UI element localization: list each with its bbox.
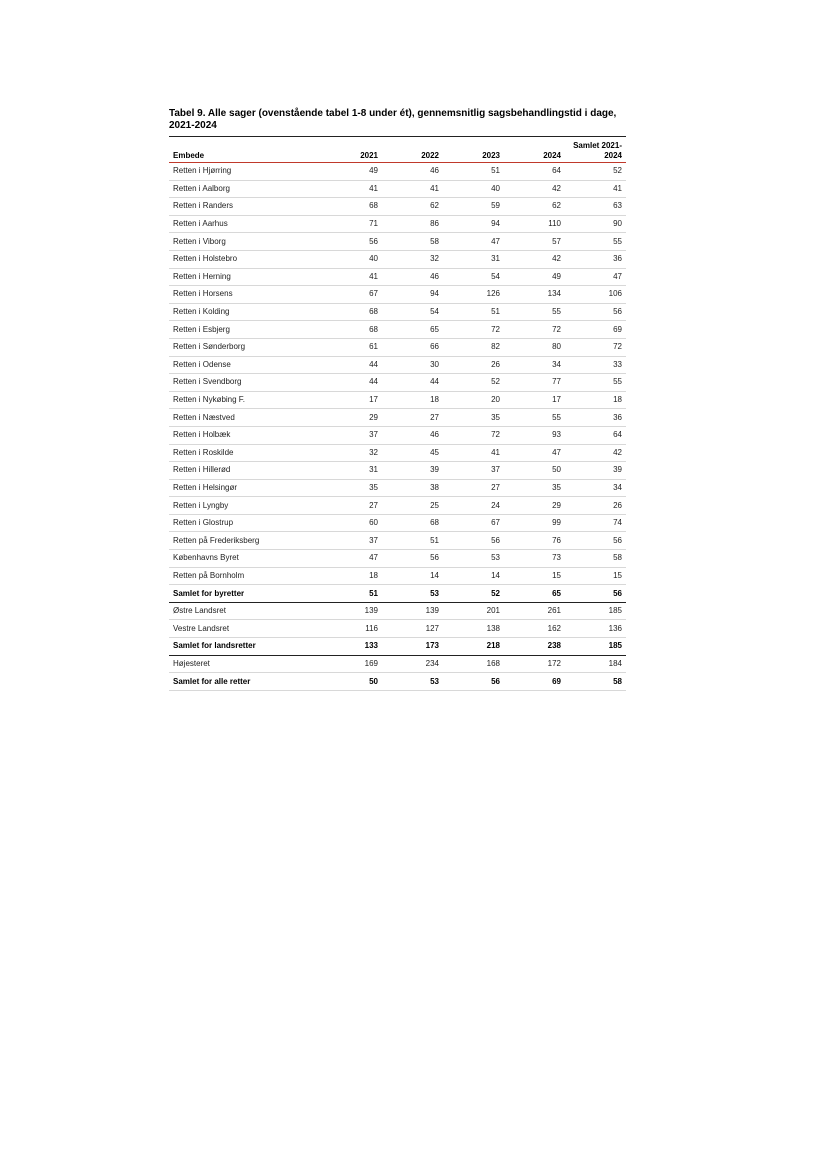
cell-value: 35 (552, 482, 561, 492)
cell-value: 127 (425, 623, 439, 633)
table-row (169, 655, 626, 673)
row-label: Retten i Nykøbing F. (173, 395, 246, 405)
table-row (169, 215, 626, 233)
cell-value: 76 (552, 535, 561, 545)
row-label: Retten på Frederiksberg (173, 535, 260, 545)
cell-value: 25 (430, 500, 439, 510)
cell-value: 56 (491, 676, 500, 686)
cell-value: 37 (369, 430, 378, 440)
cell-value: 60 (369, 518, 378, 528)
cell-value: 61 (369, 342, 378, 352)
cell-value: 126 (486, 289, 500, 299)
cell-value: 29 (369, 412, 378, 422)
cell-value: 35 (369, 482, 378, 492)
cell-value: 59 (491, 201, 500, 211)
table-row (169, 426, 626, 444)
data-table (169, 136, 626, 691)
cell-value: 80 (552, 342, 561, 352)
cell-value: 69 (552, 676, 561, 686)
cell-value: 218 (486, 641, 500, 651)
cell-value: 56 (491, 535, 500, 545)
cell-value: 50 (369, 676, 378, 686)
cell-value: 44 (369, 359, 378, 369)
cell-value: 73 (552, 553, 561, 563)
cell-value: 134 (547, 289, 561, 299)
row-label: Retten på Bornholm (173, 570, 245, 580)
cell-value: 68 (369, 324, 378, 334)
row-label: Retten i Helsingør (173, 482, 238, 492)
table-row (169, 233, 626, 251)
cell-value: 110 (548, 219, 561, 229)
table-row (169, 532, 626, 550)
cell-value: 261 (547, 606, 561, 616)
cell-value: 54 (430, 307, 439, 317)
table-row (169, 268, 626, 286)
cell-value: 36 (613, 254, 622, 264)
cell-value: 17 (369, 395, 378, 405)
row-label: Retten i Kolding (173, 307, 230, 317)
cell-value: 52 (491, 588, 500, 598)
cell-value: 58 (613, 676, 622, 686)
cell-value: 32 (369, 447, 378, 457)
cell-value: 55 (613, 236, 622, 246)
cell-value: 18 (613, 395, 622, 405)
row-label: Retten i Esbjerg (173, 324, 230, 334)
cell-value: 55 (613, 377, 622, 387)
row-label: Retten i Odense (173, 359, 231, 369)
row-label: Retten i Horsens (173, 289, 233, 299)
header-embede: Embede (173, 151, 205, 160)
header-2022: 2022 (421, 151, 439, 160)
cell-value: 41 (369, 271, 378, 281)
cell-value: 26 (613, 500, 622, 510)
cell-value: 234 (425, 658, 439, 668)
row-label: Retten i Holbæk (173, 430, 231, 440)
cell-value: 106 (608, 289, 622, 299)
cell-value: 41 (613, 183, 622, 193)
cell-value: 201 (486, 606, 500, 616)
cell-value: 27 (369, 500, 378, 510)
row-label: Retten i Sønderborg (173, 342, 246, 352)
cell-value: 99 (552, 518, 561, 528)
cell-value: 56 (613, 588, 622, 598)
cell-value: 34 (613, 482, 622, 492)
cell-value: 38 (430, 482, 439, 492)
row-label: Retten i Hillerød (173, 465, 231, 475)
cell-value: 184 (608, 658, 622, 668)
table-row (169, 180, 626, 198)
cell-value: 41 (430, 183, 439, 193)
table-row (169, 444, 626, 462)
cell-value: 133 (364, 641, 378, 651)
cell-value: 53 (430, 588, 439, 598)
row-label: Retten i Glostrup (173, 518, 234, 528)
table-row (169, 374, 626, 392)
cell-value: 74 (613, 518, 622, 528)
cell-value: 20 (491, 395, 500, 405)
cell-value: 58 (613, 553, 622, 563)
cell-value: 68 (369, 307, 378, 317)
table-body (169, 163, 626, 691)
cell-value: 90 (613, 219, 622, 229)
header-2021: 2021 (360, 151, 378, 160)
table-row (169, 514, 626, 532)
cell-value: 33 (613, 359, 622, 369)
cell-value: 44 (369, 377, 378, 387)
cell-value: 35 (491, 412, 500, 422)
table-row (169, 198, 626, 216)
cell-value: 51 (491, 307, 500, 317)
cell-value: 94 (430, 289, 439, 299)
table-row (169, 163, 626, 181)
table-row (169, 338, 626, 356)
header-2023: 2023 (482, 151, 500, 160)
cell-value: 138 (486, 623, 500, 633)
cell-value: 51 (491, 166, 500, 176)
table-row (169, 479, 626, 497)
cell-value: 238 (547, 641, 561, 651)
cell-value: 71 (369, 219, 378, 229)
cell-value: 68 (369, 201, 378, 211)
cell-value: 65 (552, 588, 561, 598)
cell-value: 40 (369, 254, 378, 264)
cell-value: 42 (613, 447, 622, 457)
cell-value: 56 (613, 307, 622, 317)
table-row (169, 286, 626, 304)
cell-value: 55 (552, 412, 561, 422)
cell-value: 14 (491, 570, 500, 580)
cell-value: 66 (430, 342, 439, 352)
cell-value: 32 (430, 254, 439, 264)
row-label: Retten i Roskilde (173, 447, 234, 457)
cell-value: 40 (491, 183, 500, 193)
cell-value: 15 (552, 570, 561, 580)
table-caption: Tabel 9. Alle sager (ovenstående tabel 1-8 under ét), gennemsnitlig sagsbehandlingstid i dage, 2021-2024 (169, 108, 617, 131)
cell-value: 86 (430, 219, 439, 229)
table-total-row (169, 585, 626, 603)
row-label: Retten i Holstebro (173, 254, 238, 264)
cell-value: 62 (552, 201, 561, 211)
cell-value: 39 (430, 465, 439, 475)
row-label: Højesteret (173, 658, 210, 668)
row-label: Retten i Aalborg (173, 183, 230, 193)
cell-value: 51 (369, 588, 378, 598)
cell-value: 42 (552, 254, 561, 264)
table-row (169, 250, 626, 268)
cell-value: 54 (491, 271, 500, 281)
cell-value: 56 (369, 236, 378, 246)
cell-value: 39 (613, 465, 622, 475)
cell-value: 31 (369, 465, 378, 475)
cell-value: 46 (430, 271, 439, 281)
cell-value: 169 (364, 658, 378, 668)
cell-value: 47 (369, 553, 378, 563)
table-total-row (169, 673, 626, 691)
cell-value: 67 (369, 289, 378, 299)
cell-value: 68 (430, 518, 439, 528)
row-label: Samlet for alle retter (173, 676, 251, 686)
table-row (169, 321, 626, 339)
cell-value: 69 (613, 324, 622, 334)
cell-value: 94 (491, 219, 500, 229)
row-label: Retten i Næstved (173, 412, 235, 422)
cell-value: 72 (613, 342, 622, 352)
cell-value: 72 (491, 430, 500, 440)
cell-value: 58 (430, 236, 439, 246)
cell-value: 37 (369, 535, 378, 545)
cell-value: 162 (547, 623, 561, 633)
cell-value: 168 (486, 658, 500, 668)
cell-value: 57 (552, 236, 561, 246)
cell-value: 18 (430, 395, 439, 405)
table-total-row (169, 638, 626, 656)
cell-value: 45 (430, 447, 439, 457)
header-samlet: Samlet 2021- 2024 (573, 141, 622, 160)
table-row (169, 497, 626, 515)
cell-value: 185 (608, 641, 622, 651)
cell-value: 139 (364, 606, 378, 616)
cell-value: 47 (552, 447, 561, 457)
cell-value: 26 (491, 359, 500, 369)
cell-value: 15 (613, 570, 622, 580)
cell-value: 41 (369, 183, 378, 193)
row-label: Retten i Hjørring (173, 166, 232, 176)
cell-value: 49 (552, 271, 561, 281)
row-label: Samlet for landsretter (173, 641, 256, 651)
cell-value: 72 (491, 324, 500, 334)
cell-value: 72 (552, 324, 561, 334)
document-page (169, 108, 626, 691)
cell-value: 51 (430, 535, 439, 545)
cell-value: 44 (430, 377, 439, 387)
cell-value: 49 (369, 166, 378, 176)
cell-value: 47 (613, 271, 622, 281)
header-2024: 2024 (543, 151, 561, 160)
cell-value: 41 (491, 447, 500, 457)
cell-value: 29 (552, 500, 561, 510)
cell-value: 14 (430, 570, 439, 580)
row-label: Københavns Byret (173, 553, 239, 563)
table-row (169, 602, 626, 620)
row-label: Vestre Landsret (173, 623, 230, 633)
cell-value: 56 (430, 553, 439, 563)
cell-value: 46 (430, 166, 439, 176)
cell-value: 47 (491, 236, 500, 246)
table-row (169, 567, 626, 585)
cell-value: 116 (365, 623, 378, 633)
cell-value: 37 (491, 465, 500, 475)
table-row (169, 391, 626, 409)
cell-value: 56 (613, 535, 622, 545)
table-row (169, 356, 626, 374)
cell-value: 64 (613, 430, 622, 440)
cell-value: 53 (430, 676, 439, 686)
table-row (169, 620, 626, 638)
cell-value: 24 (491, 500, 500, 510)
row-label: Retten i Aarhus (173, 219, 228, 229)
cell-value: 52 (491, 377, 500, 387)
cell-value: 139 (425, 606, 439, 616)
cell-value: 67 (491, 518, 500, 528)
cell-value: 172 (547, 658, 561, 668)
cell-value: 82 (491, 342, 500, 352)
cell-value: 30 (430, 359, 439, 369)
table-row (169, 303, 626, 321)
table-header-row (169, 137, 626, 163)
cell-value: 46 (430, 430, 439, 440)
row-label: Retten i Randers (173, 201, 234, 211)
cell-value: 52 (613, 166, 622, 176)
table-row (169, 462, 626, 480)
cell-value: 42 (552, 183, 561, 193)
cell-value: 64 (552, 166, 561, 176)
cell-value: 136 (608, 623, 622, 633)
row-label: Retten i Viborg (173, 236, 226, 246)
row-label: Retten i Svendborg (173, 377, 242, 387)
row-label: Retten i Lyngby (173, 500, 229, 510)
cell-value: 93 (552, 430, 561, 440)
cell-value: 18 (369, 570, 378, 580)
cell-value: 34 (552, 359, 561, 369)
cell-value: 27 (430, 412, 439, 422)
cell-value: 77 (552, 377, 561, 387)
cell-value: 53 (491, 553, 500, 563)
cell-value: 65 (430, 324, 439, 334)
cell-value: 55 (552, 307, 561, 317)
cell-value: 63 (613, 201, 622, 211)
cell-value: 17 (552, 395, 561, 405)
table-row (169, 550, 626, 568)
cell-value: 27 (491, 482, 500, 492)
cell-value: 50 (552, 465, 561, 475)
table-row (169, 409, 626, 427)
cell-value: 31 (491, 254, 500, 264)
row-label: Retten i Herning (173, 271, 231, 281)
cell-value: 36 (613, 412, 622, 422)
row-label: Østre Landsret (173, 606, 226, 616)
cell-value: 62 (430, 201, 439, 211)
cell-value: 185 (608, 606, 622, 616)
cell-value: 173 (425, 641, 439, 651)
row-label: Samlet for byretter (173, 588, 245, 598)
